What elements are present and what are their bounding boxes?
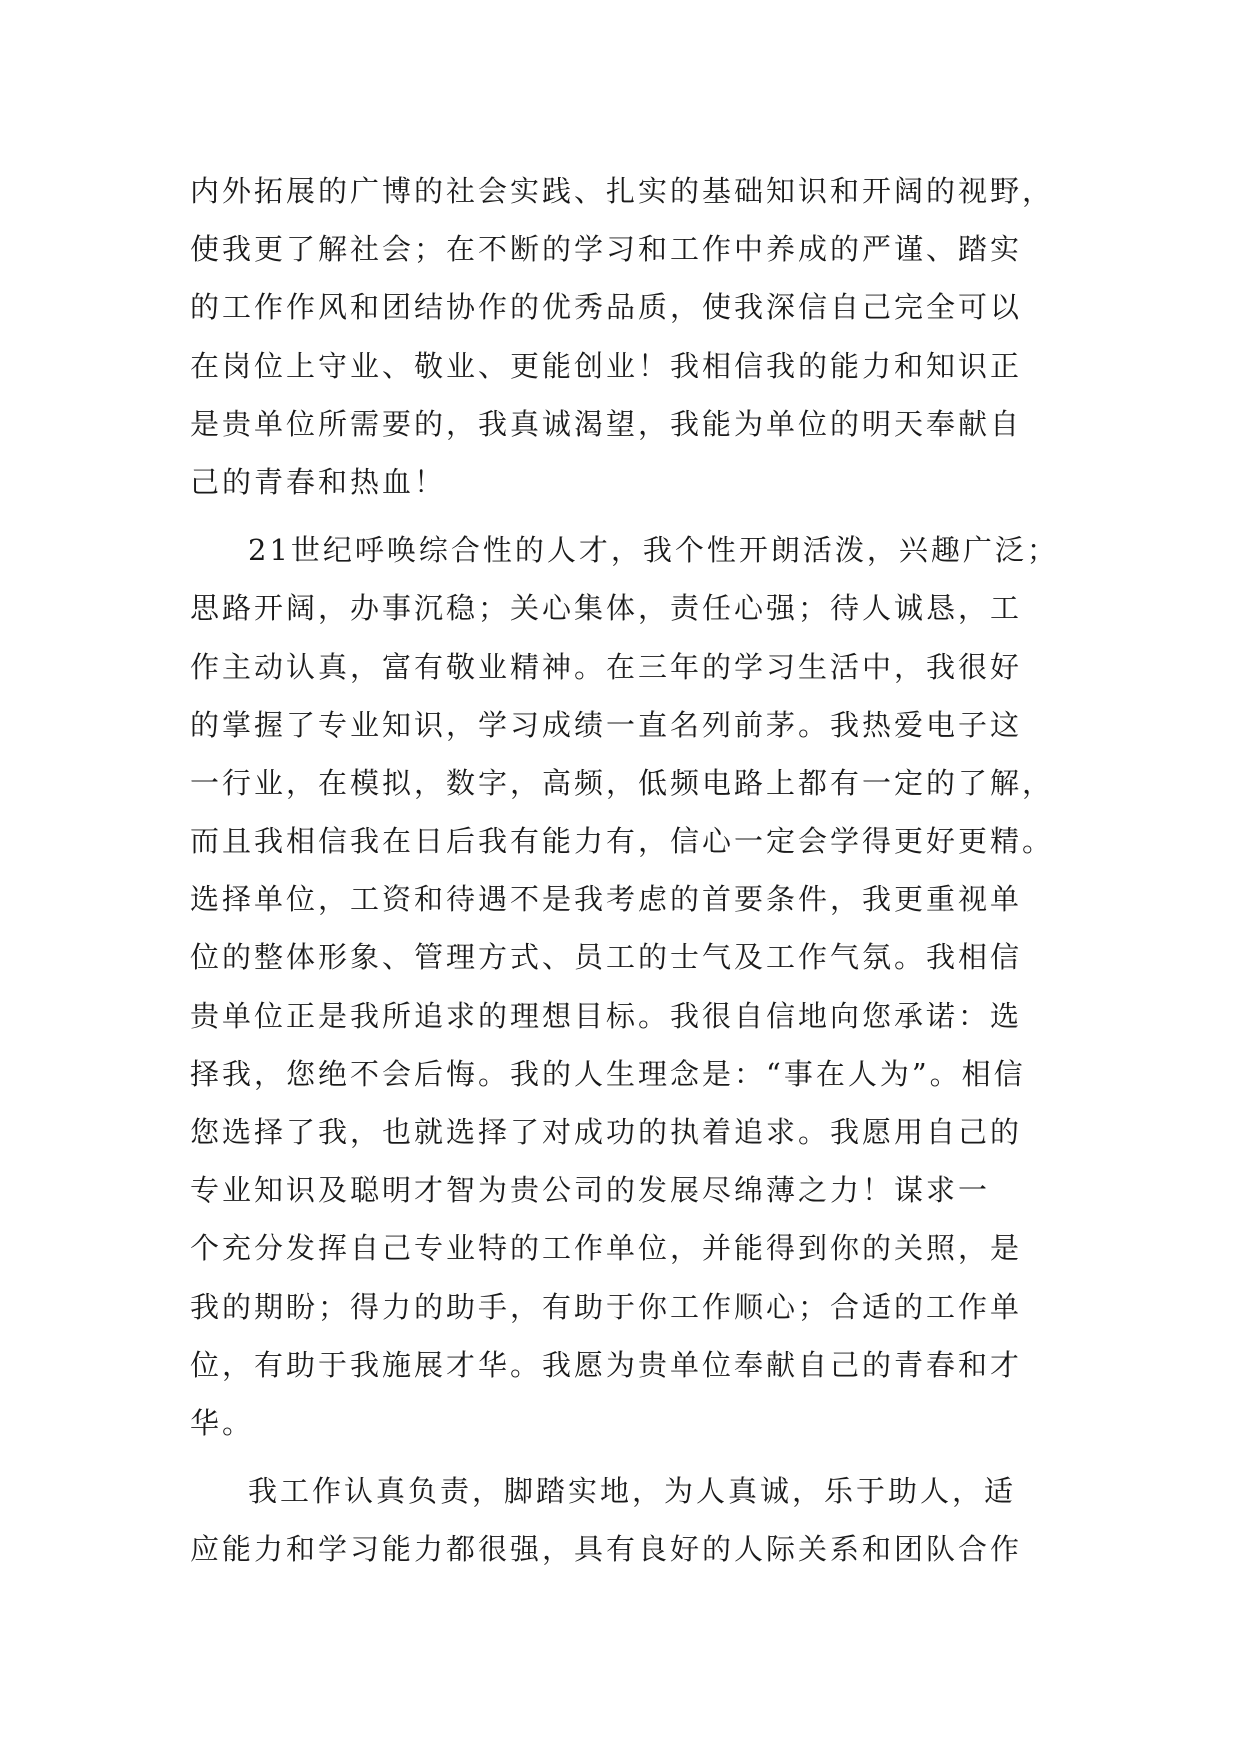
text-line: 应能力和学习能力都很强，具有良好的人际关系和团队合作: [190, 1532, 1023, 1567]
paragraph-1: [190, 162, 1055, 511]
paragraph-gap: [190, 1452, 1050, 1462]
text-line: 思路开阔，办事沉稳；关心集体，责任心强；待人诚恳，工: [190, 591, 1023, 626]
text-line: 我工作认真负责，脚踏实地，为人真诚，乐于助人，适: [248, 1474, 1017, 1509]
text-line: 位，有助于我施展才华。我愿为贵单位奉献自己的青春和才: [190, 1347, 1023, 1382]
text-line: 您选择了我，也就选择了对成功的执着追求。我愿用自己的: [190, 1115, 1023, 1149]
text-line: 内外拓展的广博的社会实践、扎实的基础知识和开阔的视野，: [190, 174, 1055, 208]
document-body: [190, 162, 1059, 1579]
text-line: 华。: [190, 1405, 255, 1440]
paragraph-gap: [190, 511, 1050, 521]
text-line: 是贵单位所需要的，我真诚渴望，我能为单位的明天奉献自: [190, 406, 1023, 441]
text-line: 21世纪呼唤综合性的人才，我个性开朗活泼，兴趣广泛；: [248, 533, 1059, 568]
paragraph-2: [190, 521, 1059, 1452]
paragraph-3: [190, 1462, 1050, 1578]
text-line: 专业知识及聪明才智为贵公司的发展尽绵薄之力！谋求一: [190, 1173, 991, 1208]
text-line: 位的整体形象、管理方式、员工的士气及工作气氛。我相信: [190, 940, 1023, 975]
text-line: 个充分发挥自己专业特的工作单位，并能得到你的关照，是: [190, 1231, 1023, 1266]
text-line: 使我更了解社会；在不断的学习和工作中养成的严谨、踏实: [190, 232, 1023, 267]
text-line: 一行业，在模拟，数字，高频，低频电路上都有一定的了解，: [190, 765, 1055, 800]
text-line: 而且我相信我在日后我有能力有，信心一定会学得更好更精。: [190, 824, 1055, 859]
text-line: 的工作作风和团结协作的优秀品质，使我深信自己完全可以: [190, 290, 1023, 325]
text-line: 选择单位，工资和待遇不是我考虑的首要条件，我更重视单: [190, 882, 1023, 917]
text-line: 在岗位上守业、敬业、更能创业！我相信我的能力和知识正: [190, 348, 1023, 383]
text-line: 己的青春和热血！: [190, 464, 447, 499]
text-line: 择我，您绝不会后悔。我的人生理念是：“事在人为”。相信: [190, 1056, 1026, 1091]
text-line: 作主动认真，富有敬业精神。在三年的学习生活中，我很好: [190, 649, 1023, 684]
text-line: 的掌握了专业知识，学习成绩一直名列前茅。我热爱电子这: [190, 707, 1023, 742]
text-line: 我的期盼；得力的助手，有助于你工作顺心；合适的工作单: [190, 1289, 1023, 1324]
text-line: 贵单位正是我所追求的理想目标。我很自信地向您承诺：选: [190, 998, 1023, 1033]
